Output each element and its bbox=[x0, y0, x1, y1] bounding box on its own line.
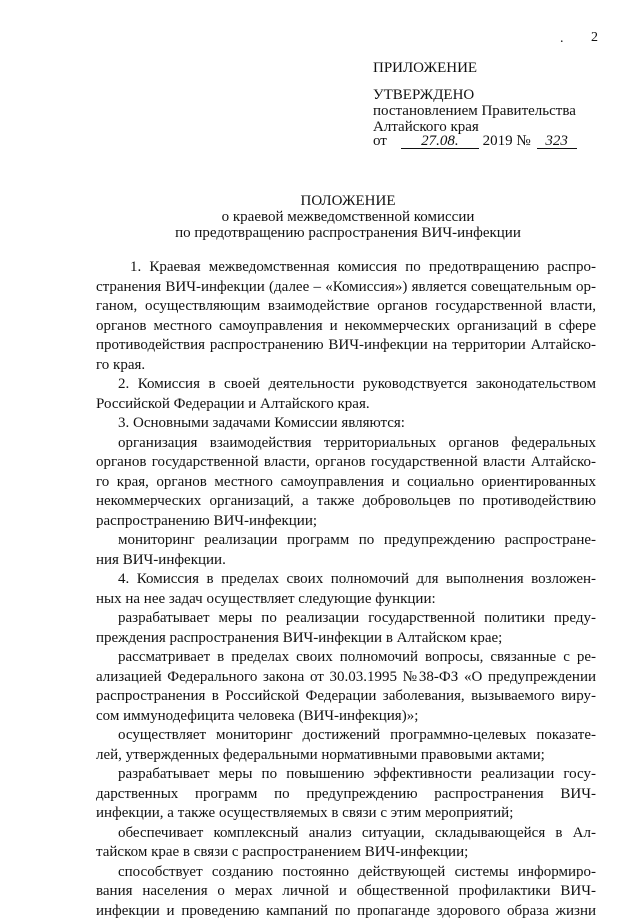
body-line: организация взаимодействия территориальных органов федеральных bbox=[96, 434, 596, 454]
body-line: го края, органов местного самоуправления и социально ориентированных bbox=[96, 473, 596, 493]
body-line: осуществляет мониторинг достижений программно-целевых показате- bbox=[96, 726, 596, 746]
year-number-label: 2019 № bbox=[483, 133, 531, 149]
body-line: 1. Краевая межведомственная комиссия по предотвращению распро- bbox=[96, 258, 596, 278]
approval-date-line bbox=[373, 133, 577, 149]
body-line: странения ВИЧ-инфекции (далее – «Комиссия») является совещательным ор- bbox=[96, 278, 596, 298]
document-body bbox=[96, 258, 596, 921]
body-line: дарственных программ по предупреждению распространения ВИЧ- bbox=[96, 785, 596, 805]
document-subtitle-2: по предотвращению распространения ВИЧ-инфекции bbox=[56, 225, 640, 241]
body-line: противодействия распространению ВИЧ-инфекции на территории Алтайско- bbox=[96, 336, 596, 356]
body-line: распространению ВИЧ-инфекции; bbox=[96, 512, 596, 532]
body-line: разрабатывает меры по реализации государственной политики преду- bbox=[96, 609, 596, 629]
approval-date: 27.08. bbox=[401, 134, 479, 149]
body-line: вания населения о мерах личной и общественной профилактики ВИЧ- bbox=[96, 882, 596, 902]
body-line: 3. Основными задачами Комиссии являются: bbox=[96, 414, 596, 434]
body-line: ализацией Федерального закона от 30.03.1995 №38-ФЗ «О предупреждении bbox=[96, 668, 596, 688]
body-line: преждения распространения ВИЧ-инфекции в Алтайском крае; bbox=[96, 629, 596, 649]
body-line: ных на нее задач осуществляет следующие функции: bbox=[96, 590, 596, 610]
body-line: ганом, осуществляющим взаимодействие органов государственной власти, bbox=[96, 297, 596, 317]
body-line: органов местного самоуправления и некоммерческих организаций в сфере bbox=[96, 317, 596, 337]
document-heading bbox=[0, 193, 640, 241]
body-line: 4. Комиссия в пределах своих полномочий для выполнения возложен- bbox=[96, 570, 596, 590]
body-line: сом иммунодефицита человека (ВИЧ-инфекция)»; bbox=[96, 707, 596, 727]
body-line: рассматривает в пределах своих полномочий вопросы, связанные с ре- bbox=[96, 648, 596, 668]
approved-by-line-2: Алтайского края bbox=[373, 119, 479, 135]
body-line: инфекции, а также осуществляемых в связи с этим мероприятий; bbox=[96, 804, 596, 824]
body-line: обеспечивает комплексный анализ ситуации, складывающейся в Ал- bbox=[96, 824, 596, 844]
body-line: лей, утвержденных федеральными нормативными правовыми актами; bbox=[96, 746, 596, 766]
document-subtitle-1: о краевой межведомственной комиссии bbox=[56, 209, 640, 225]
approved-label: УТВЕРЖДЕНО bbox=[373, 87, 474, 103]
body-line: некоммерческих организаций, а также добровольцев по противодействию bbox=[96, 492, 596, 512]
body-line: мониторинг реализации программ по предупреждению распростране- bbox=[96, 531, 596, 551]
body-line: способствует созданию постоянно действующей системы информиро- bbox=[96, 863, 596, 883]
approved-by-line-1: постановлением Правительства bbox=[373, 103, 576, 119]
appendix-title: ПРИЛОЖЕНИЕ bbox=[373, 60, 477, 76]
body-line: ния ВИЧ-инфекции. bbox=[96, 551, 596, 571]
body-line: тайском крае в связи с распространением ВИЧ-инфекции; bbox=[96, 843, 596, 863]
body-line: Российской Федерации и Алтайского края. bbox=[96, 395, 596, 415]
stray-dot: . bbox=[560, 31, 564, 47]
body-line: распространения в Российской Федерации заболевания, вызываемого виру- bbox=[96, 687, 596, 707]
body-line: разрабатывает меры по повышению эффективности реализации госу- bbox=[96, 765, 596, 785]
body-line: 2. Комиссия в своей деятельности руководствуется законодательством bbox=[96, 375, 596, 395]
from-label: от bbox=[373, 133, 387, 149]
body-line: органов государственной власти, органов государственной власти Алтайско- bbox=[96, 453, 596, 473]
page-number: 2 bbox=[591, 30, 598, 46]
body-line: го края. bbox=[96, 356, 596, 376]
document-title: ПОЛОЖЕНИЕ bbox=[56, 193, 640, 209]
body-line: инфекции и проведению кампаний по пропаганде здорового образа жизни bbox=[96, 902, 596, 921]
decree-number: 323 bbox=[537, 134, 577, 149]
